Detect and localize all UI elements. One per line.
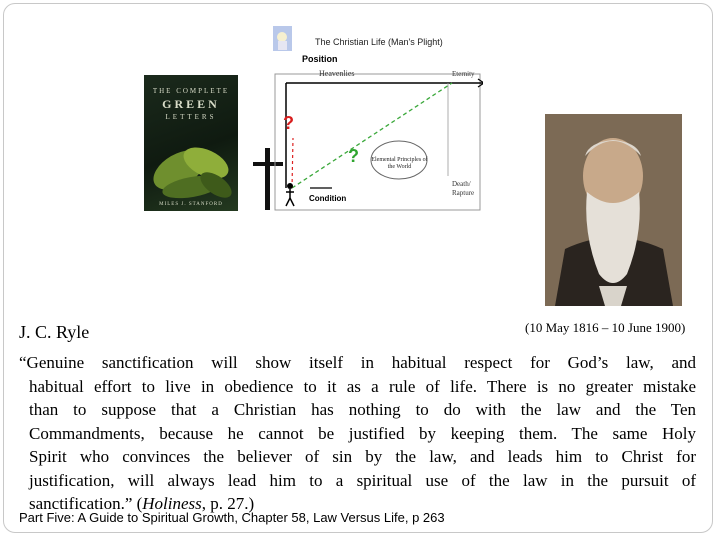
portrait-figure — [545, 114, 682, 306]
quote-last-post: , p. 27.) — [201, 494, 255, 513]
book-cover-image — [144, 75, 238, 211]
quote-line: Spirit who convinces the believer of sin by the law, and leads him to Christ for — [29, 447, 696, 466]
question-mark-red-icon: ? — [283, 113, 294, 133]
source-citation: Part Five: A Guide to Spiritual Growth, Chapter 58, Law Versus Life, p 263 — [19, 510, 445, 525]
rapture-label: Rapture — [452, 189, 475, 197]
heavenlies-label: Heavenlies — [319, 69, 355, 78]
book-title-line2: GREEN — [162, 97, 220, 111]
condition-label: Condition — [309, 194, 347, 203]
quote-line: justification, will always lead him to a spiritual use of the law in the pursuit of — [29, 470, 696, 490]
book-title-line3: LETTERS — [165, 113, 217, 121]
quote-line: Commandments, because he cannot be justified by keeping them. The same Holy — [29, 423, 696, 443]
author-dates: (10 May 1816 – 10 June 1900) — [525, 320, 686, 335]
leaf-illustration — [144, 75, 238, 211]
death-label: Death/ — [452, 180, 471, 188]
question-mark-green-icon: ? — [348, 146, 359, 166]
quote-last-pre: sanctification.” ( — [29, 494, 143, 513]
elemental-principles-label: Elemental Principles of the World — [371, 157, 428, 170]
portrait-photo — [545, 114, 682, 306]
christian-life-diagram — [258, 26, 483, 212]
author-name: J. C. Ryle — [19, 322, 90, 342]
death-rapture-label — [452, 180, 474, 198]
quote-line: “Genuine sanctification will show itself in habitual respect for God’s law, and — [19, 353, 696, 372]
quote-citation-title: Holiness — [142, 494, 202, 513]
position-label: Position — [302, 54, 338, 64]
quote-line: habitual effort to live in obedience to it as a rule of life. There is no greater mistake — [29, 376, 696, 396]
book-title-line1: THE COMPLETE — [152, 87, 230, 95]
diagram-title: The Christian Life (Man's Plight) — [315, 37, 443, 47]
quote-block — [19, 351, 696, 516]
eternity-label: Eternity — [452, 70, 475, 78]
book-author: MILES J. STANFORD — [159, 202, 223, 207]
quote-line: than to suppose that a Christian has nothing to do with the law and the Ten — [29, 400, 696, 419]
